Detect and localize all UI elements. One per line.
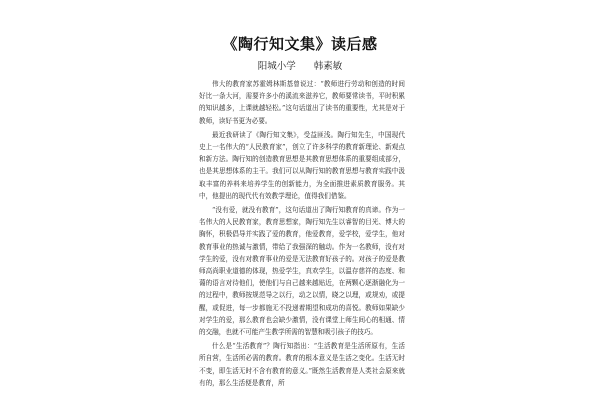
paragraph: 最近我研读了《陶行知文集》，受益匪浅。陶行知先生，中国现代史上一名伟大的“人民教育家”，创立了许多科学的教育新理论、新观点和新方法。陶行知的创造教育思想是其教育思想体系的重要组成部分，也是其思想体系的主干。我们可以从陶行知的教育思想与教育实践中汲取丰富的养料来培养学生的创新能力，为全面推进素质教育服务。其中，他提出的现代代有效教学理论，值得我们借鉴。: [199, 130, 405, 200]
paragraph: 伟大的教育家苏霍姆林斯基曾说过：“教师进行劳动和创造的时间好比一条大河，需要许多小的溪流来滋养它，教师要常读书，平时积累的知识越多，上课就越轻松。”这句话道出了读书的重要性，尤其是对于教师，读好书更为必要。: [199, 80, 405, 125]
school-name: 阳城小学: [257, 61, 296, 72]
author-line: [0, 58, 600, 72]
document-title: 《陶行知文集》读后感: [222, 35, 378, 53]
author-name: 韩素敏: [313, 61, 343, 72]
document-body: [199, 78, 405, 391]
paragraph: 什么是“生活教育”？陶行知指出：“生活教育是生活所原有，生活所自营，生活所必需的教育。教育的根本意义是生活之变化。生活无时不变，即生活无时不含有教育的意义。”既然生活教育是人类社会原来就有的，那么生活便是教育，所: [199, 342, 405, 387]
paragraph: “没有爱，就没有教育”，这句话道出了陶行知教育的真谛。作为一名伟大的人民教育家，教育思想家，陶行知先生以睿智的目光、博大的胸怀，积极倡导并实践了爱的教育，他爱教育，爱学校，爱学生，他对教育事业的热诚与激情，带给了我强深的触动。作为一名教师，没有对学生的爱，没有对教育事业的爱是无法教育好孩子的。对孩子的爱是教师高尚职业道德的体现，热爱学生，真欢学生，以温存慈祥的态度、和蔼的语言对待他们，使他们与自己越来越贴近，在两颗心逐渐融化为一的过程中，教师按规范导之以行，动之以情，晓之以理，或规劝，或提醒，或促进，每一步都施无不投递着期望和成功的喜悦。教师如果缺少对学生的爱，那么教育也会缺少激情，没有课堂上师生间心的相通、情的交融，也就不可能产生教学所需的智慧和吸引孩子的技巧。: [199, 206, 405, 337]
